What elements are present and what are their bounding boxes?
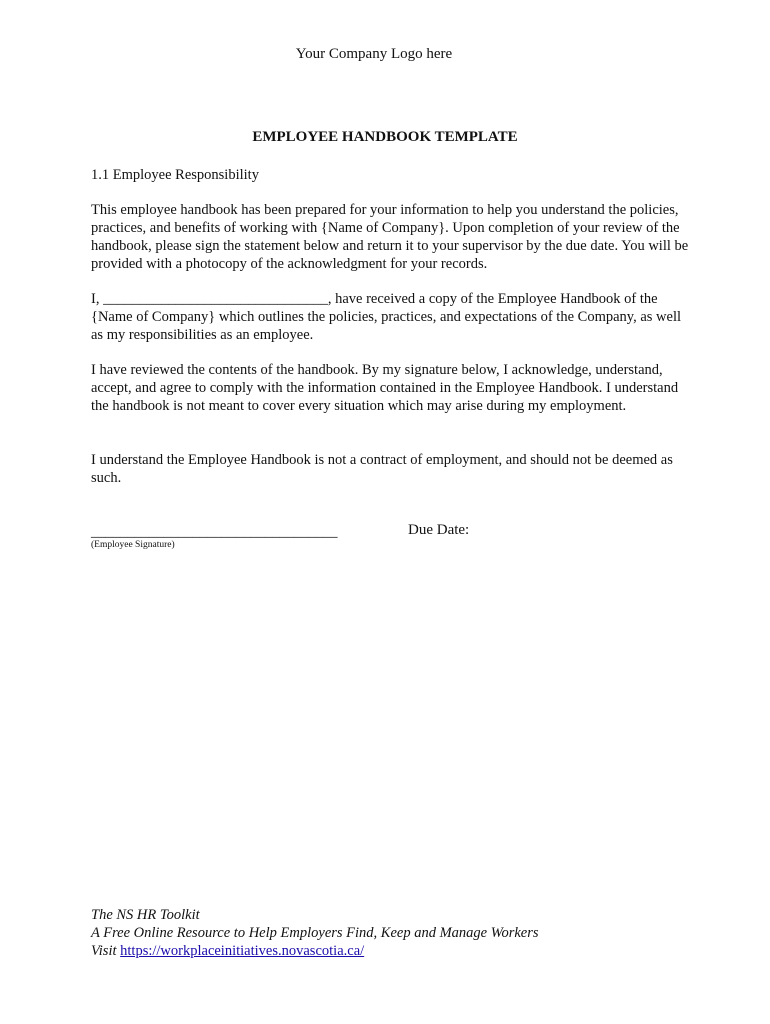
paragraph-intro: This employee handbook has been prepared for your information to help you understand the policies, practices, and benefits of working with {Name of Company}. Upon completion of your review of the handbook, please sign the statement below and return it to your supervisor by the due date. You will be provided with a photocopy of the acknowledgment for your records. [91, 202, 689, 272]
footer [91, 906, 539, 960]
footer-visit-line [91, 942, 539, 960]
company-logo-placeholder: Your Company Logo here [295, 46, 453, 62]
paragraph-review: I have reviewed the contents of the handbook. By my signature below, I acknowledge, understand, accept, and agree to comply with the information contained in the Employee Handbook. I understand the handbook is not meant to cover every situation which may arise during my employment. [91, 362, 679, 414]
signature-line: __________________________________ [91, 524, 338, 540]
footer-website-link[interactable]: https://workplaceinitiatives.novascotia.ca/ [120, 943, 365, 959]
paragraph-acknowledgment: I, _______________________________, have received a copy of the Employee Handbook of the {Name of Company} which outlines the policies, practices, and expectations of the Company, as well as my responsibilities as an employee. [91, 291, 682, 343]
footer-toolkit-name: The NS HR Toolkit [91, 907, 200, 923]
page-title: EMPLOYEE HANDBOOK TEMPLATE [252, 129, 518, 145]
signature-caption: (Employee Signature) [91, 540, 175, 550]
section-heading: 1.1 Employee Responsibility [91, 167, 259, 183]
due-date-label: Due Date: [408, 522, 470, 538]
paragraph-not-contract: I understand the Employee Handbook is not a contract of employment, and should not be deemed as such. [91, 452, 673, 486]
footer-tagline: A Free Online Resource to Help Employers Find, Keep and Manage Workers [91, 925, 539, 941]
footer-visit-label: Visit [91, 943, 121, 959]
